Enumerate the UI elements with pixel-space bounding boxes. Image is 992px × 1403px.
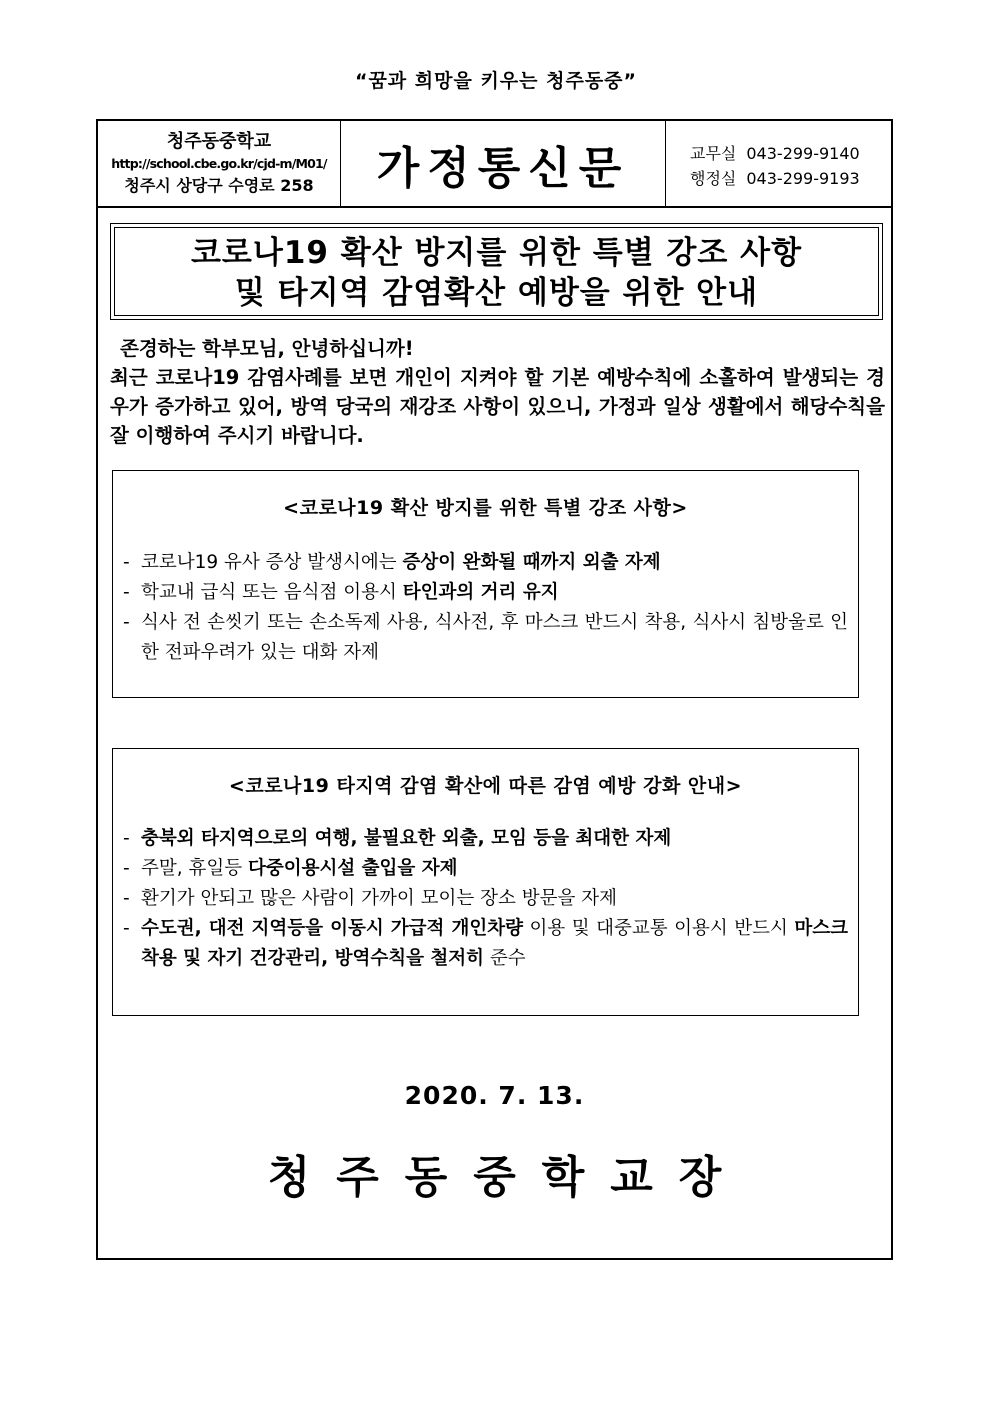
- contact-row-admin: [690, 166, 891, 191]
- item-emphasis: 마스크 착용 및 자기 건강관리, 방역수칙을 철저히: [141, 918, 848, 969]
- headline-line-2: 및 타지역 감염확산 예방을 위한 안내: [234, 275, 759, 311]
- item-text: 이용 및 대중교통 이용시 반드시: [522, 918, 795, 939]
- box-title: <코로나19 확산 방지를 위한 특별 강조 사항>: [283, 497, 688, 519]
- item-text: 코로나19 유사 증상 발생시에는: [141, 552, 403, 573]
- list-item: - 코로나19 유사 증상 발생시에는 증상이 완화될 때까지 외출 자제: [123, 552, 661, 573]
- contact-label: 교무실: [690, 144, 737, 163]
- contact-info: [666, 121, 891, 206]
- item-emphasis: 다중이용시설 출입을 자제: [248, 858, 458, 879]
- item-emphasis: 수도권, 대전 지역등을 이동시 가급적 개인차량: [141, 918, 523, 939]
- list-item: - 식사 전 손씻기 또는 손소독제 사용, 식사전, 후 마스크 반드시 착용, 식사시 침방울로 인한 전파우려가 있는 대화 자제: [123, 612, 848, 663]
- contact-phone: 043-299-9140: [746, 144, 860, 163]
- issue-date: 2020. 7. 13.: [404, 1081, 585, 1110]
- school-motto: “꿈과 희망을 키우는 청주동중”: [354, 70, 638, 92]
- newsletter-title: 가정통신문: [341, 121, 666, 206]
- school-url[interactable]: http://school.cbe.go.kr/cjd-m/M01/: [111, 156, 327, 171]
- contact-label: 행정실: [690, 169, 737, 188]
- item-text: 환기가 안되고 많은 사람이 가까이 모이는 장소 방문을 자제: [141, 888, 617, 909]
- item-text: 준수: [484, 948, 526, 969]
- intro-paragraph: 최근 코로나19 감염사례를 보면 개인이 지켜야 할 기본 예방수칙에 소홀하여 발생되는 경우가 증가하고 있어, 방역 당국의 재강조 사항이 있으니, 가정과 일상 생활에서 해당수칙을 잘 이행하여 주시기 바랍니다.: [110, 366, 885, 447]
- list-item: - 주말, 휴일등 다중이용시설 출입을 자제: [123, 858, 458, 879]
- newsletter-frame: [96, 119, 893, 1260]
- headline-line-1: 코로나19 확산 방지를 위한 특별 강조 사항: [190, 235, 803, 271]
- principal-signature: 청주동중학교장: [267, 1152, 748, 1203]
- list-item: - 학교내 급식 또는 음식점 이용시 타인과의 거리 유지: [123, 582, 559, 603]
- item-text: 식사 전 손씻기 또는 손소독제 사용, 식사전, 후 마스크 반드시 착용, 식사시 침방울로 인한 전파우려가 있는 대화 자제: [141, 612, 848, 663]
- item-emphasis: 타인과의 거리 유지: [402, 582, 559, 603]
- prevention-guide-box: [112, 748, 859, 1016]
- contact-row-teachers: [690, 141, 891, 166]
- special-emphasis-box: [112, 470, 859, 698]
- item-text: 주말, 휴일등: [141, 858, 248, 879]
- list-item: - 수도권, 대전 지역등을 이동시 가급적 개인차량 이용 및 대중교통 이용시 반드시 마스크 착용 및 자기 건강관리, 방역수칙을 철저히 준수: [123, 918, 848, 969]
- school-name: 청주동중학교: [166, 131, 272, 152]
- contact-phone: 043-299-9193: [746, 169, 860, 188]
- intro-section: [110, 334, 885, 450]
- headline-box: [110, 223, 883, 320]
- item-text: 학교내 급식 또는 음식점 이용시: [141, 582, 403, 603]
- list-item: - 충북외 타지역으로의 여행, 불필요한 외출, 모임 등을 최대한 자제: [123, 828, 672, 849]
- emphasis-list: [113, 548, 858, 668]
- greeting: 존경하는 학부모님, 안녕하십니까!: [120, 337, 414, 360]
- newsletter-header: [98, 121, 891, 208]
- school-info: [98, 121, 341, 206]
- item-emphasis: 증상이 완화될 때까지 외출 자제: [402, 552, 661, 573]
- headline-inner: [114, 227, 879, 316]
- school-address: 청주시 상당구 수영로 258: [124, 176, 314, 195]
- item-emphasis: 충북외 타지역으로의 여행, 불필요한 외출, 모임 등을 최대한 자제: [141, 828, 672, 849]
- prevention-list: [113, 824, 858, 974]
- list-item: - 환기가 안되고 많은 사람이 가까이 모이는 장소 방문을 자제: [123, 888, 617, 909]
- box-title: <코로나19 타지역 감염 확산에 따른 감염 예방 강화 안내>: [228, 775, 743, 797]
